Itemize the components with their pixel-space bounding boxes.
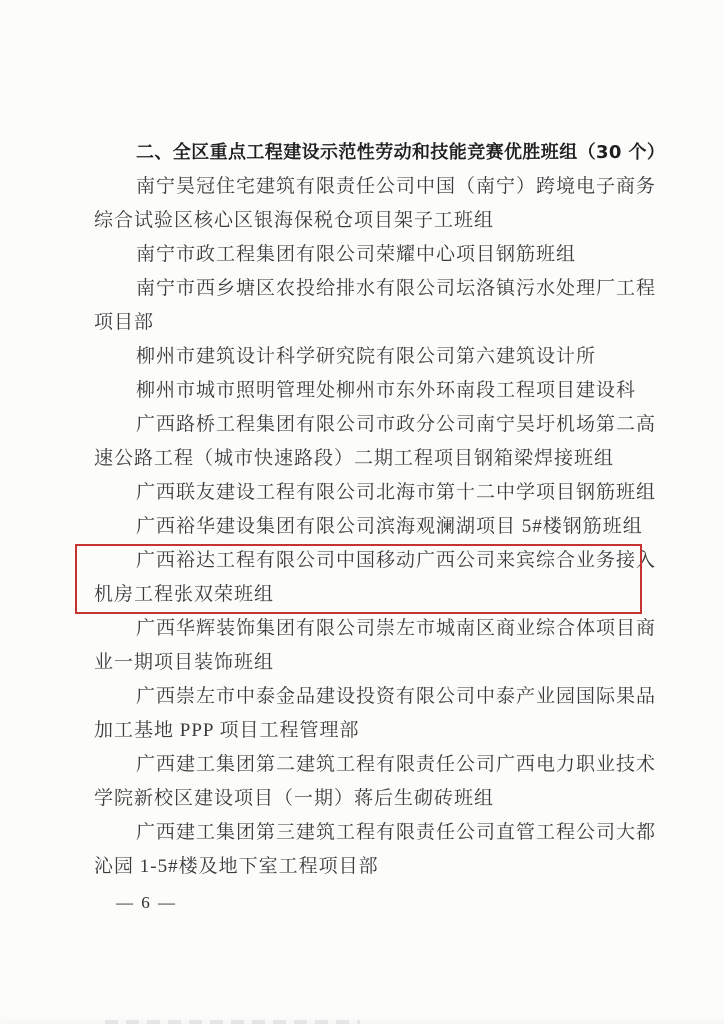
entry — [94, 476, 656, 510]
entry-text: 广西路桥工程集团有限公司市政分公司南宁吴圩机场第二高速公路工程（城市快速路段）二期工程项目钢箱梁焊接班组 — [94, 414, 657, 469]
entry-text: 柳州市建筑设计科学研究院有限公司第六建筑设计所 — [136, 346, 597, 367]
section-heading: 二、全区重点工程建设示范性劳动和技能竞赛优胜班组（30 个） — [136, 142, 666, 163]
entry — [94, 816, 656, 884]
entry-text: 南宁市政工程集团有限公司荣耀中心项目钢筋班组 — [136, 244, 577, 265]
entry-list — [94, 170, 656, 884]
entry — [94, 612, 656, 680]
entry-text: 广西联友建设工程有限公司北海市第十二中学项目钢筋班组 — [136, 482, 657, 503]
entry — [94, 544, 656, 612]
entry-text: 柳州市城市照明管理处柳州市东外环南段工程项目建设科 — [136, 380, 637, 401]
entry — [94, 340, 656, 374]
entry — [94, 748, 656, 816]
entry — [94, 272, 656, 340]
page-content — [94, 136, 666, 913]
entry-text: 广西建工集团第二建筑工程有限责任公司广西电力职业技术学院新校区建设项目（一期）蒋后生砌砖班组 — [94, 754, 657, 809]
entry — [94, 238, 656, 272]
scan-bleed-artifact — [105, 1020, 360, 1024]
entry-text: 广西裕达工程有限公司中国移动广西公司来宾综合业务接入机房工程张双荣班组 — [94, 550, 657, 605]
entry — [94, 408, 656, 476]
entry — [94, 374, 656, 408]
entry — [94, 510, 656, 544]
entry-text: 广西华辉装饰集团有限公司崇左市城南区商业综合体项目商业一期项目装饰班组 — [94, 618, 657, 673]
entry-text: 广西裕华建设集团有限公司滨海观澜湖项目 5#楼钢筋班组 — [136, 516, 643, 537]
entry-text: 南宁市西乡塘区农投给排水有限公司坛洛镇污水处理厂工程项目部 — [94, 278, 657, 333]
entry — [94, 170, 656, 238]
entry-text: 南宁昊冠住宅建筑有限责任公司中国（南宁）跨境电子商务综合试验区核心区银海保税仓项目架子工班组 — [94, 176, 657, 231]
entry — [94, 680, 656, 748]
page-number: — 6 — — [116, 893, 177, 912]
entry-text: 广西崇左市中泰金品建设投资有限公司中泰产业园国际果品加工基地 PPP 项目工程管理部 — [94, 686, 657, 741]
entry-text: 广西建工集团第三建筑工程有限责任公司直管工程公司大都沁园 1-5#楼及地下室工程项目部 — [94, 822, 657, 877]
